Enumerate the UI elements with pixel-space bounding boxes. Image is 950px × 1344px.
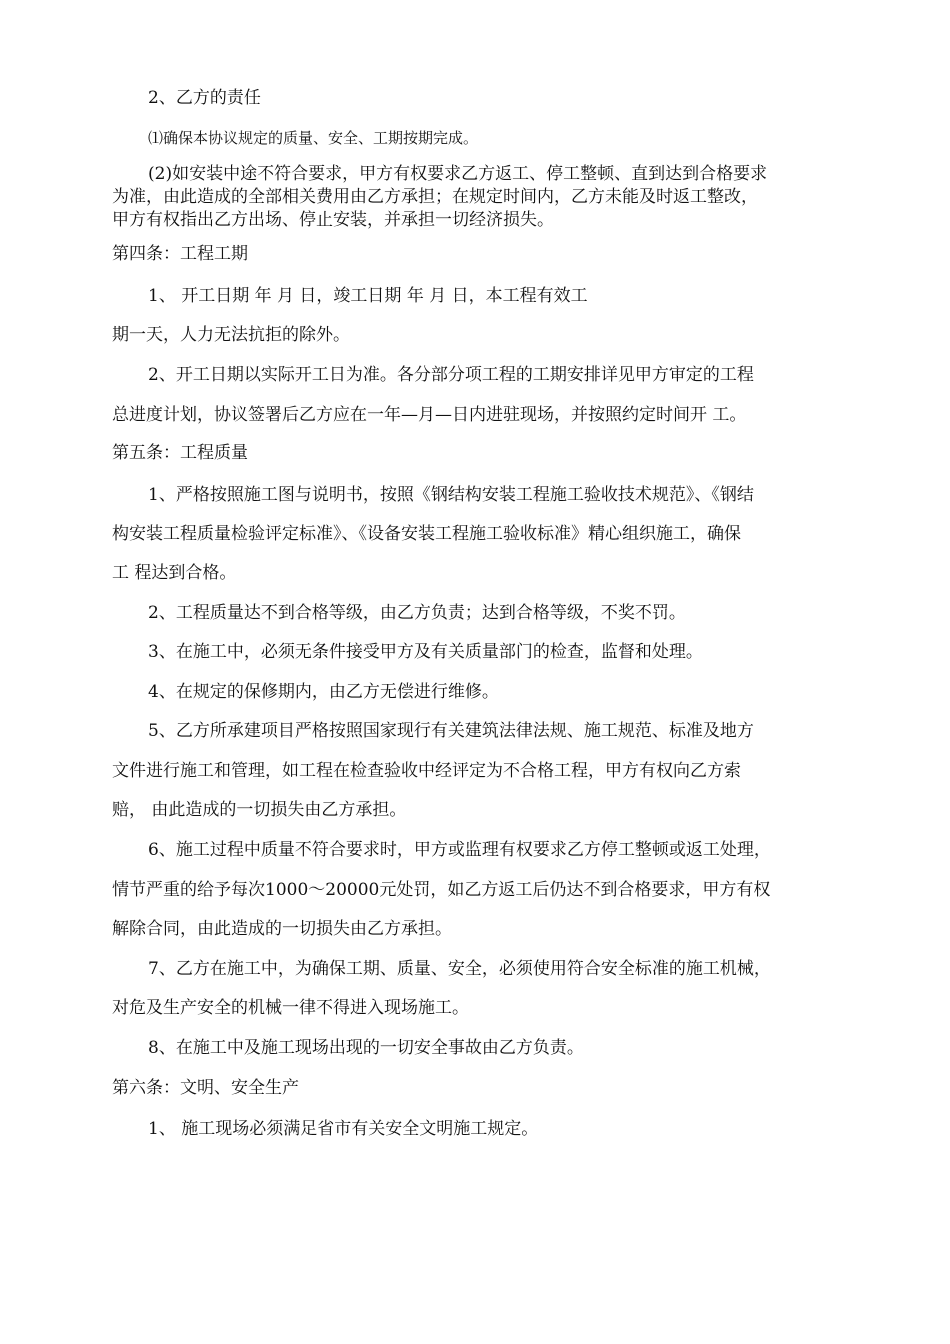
article-heading: 第六条：文明、安全生产: [112, 1078, 299, 1098]
paragraph-line: 8、在施工中及施工现场出现的一切安全事故由乙方负责。: [148, 1038, 584, 1058]
paragraph-line: 2、工程质量达不到合格等级，由乙方负责；达到合格等级，不奖不罚。: [148, 603, 686, 623]
paragraph-line: 工 程达到合格。: [112, 563, 237, 583]
paragraph-line: 1、 开工日期 年 月 日，竣工日期 年 月 日，本工程有效工: [148, 286, 588, 306]
article-heading: 第四条：工程工期: [112, 244, 248, 264]
paragraph-line: 总进度计划，协议签署后乙方应在一年—月—日内进驻现场，并按照约定时间开 工。: [112, 405, 747, 425]
paragraph-line: 2、开工日期以实际开工日为准。各分部分项工程的工期安排详见甲方审定的工程: [148, 365, 754, 385]
article-heading: 第五条：工程质量: [112, 443, 248, 463]
paragraph-line: 为准，由此造成的全部相关费用由乙方承担；在规定时间内，乙方未能及时返工整改，: [112, 187, 758, 207]
paragraph-line: (2)如安装中途不符合要求，甲方有权要求乙方返工、停工整顿、直到达到合格要求: [148, 164, 768, 184]
paragraph-line: 1、严格按照施工图与说明书，按照《钢结构安装工程施工验收技术规范》、《钢结: [148, 485, 754, 505]
paragraph-line: 构安装工程质量检验评定标准》、《设备安装工程施工验收标准》精心组织施工，确保: [112, 524, 741, 544]
paragraph-line: 3、在施工中，必须无条件接受甲方及有关质量部门的检查，监督和处理。: [148, 642, 703, 662]
paragraph-line: 对危及生产安全的机械一律不得进入现场施工。: [112, 998, 469, 1018]
paragraph-line: 5、乙方所承建项目严格按照国家现行有关建筑法律法规、施工规范、标准及地方: [148, 721, 754, 741]
section-heading: 2、乙方的责任: [148, 88, 261, 108]
paragraph-line: 1、 施工现场必须满足省市有关安全文明施工规定。: [148, 1119, 539, 1139]
paragraph-line: 7、乙方在施工中，为确保工期、质量、安全，必须使用符合安全标准的施工机械，: [148, 959, 771, 979]
paragraph-line: 解除合同，由此造成的一切损失由乙方承担。: [112, 919, 452, 939]
paragraph-line: 6、施工过程中质量不符合要求时，甲方或监理有权要求乙方停工整顿或返工处理，: [148, 840, 771, 860]
paragraph-line: 文件进行施工和管理，如工程在检查验收中经评定为不合格工程，甲方有权向乙方索: [112, 761, 741, 781]
paragraph-line: 情节严重的给予每次1000〜20000元处罚，如乙方返工后仍达不到合格要求，甲方有权: [112, 880, 771, 900]
paragraph-line: 4、在规定的保修期内，由乙方无偿进行维修。: [148, 682, 499, 702]
paragraph-line: ⑴确保本协议规定的质量、安全、工期按期完成。: [148, 129, 479, 147]
paragraph-line: 期一天，人力无法抗拒的除外。: [112, 325, 350, 345]
paragraph-line: 赔， 由此造成的一切损失由乙方承担。: [112, 800, 407, 820]
paragraph-line: 甲方有权指出乙方出场、停止安装，并承担一切经济损失。: [112, 210, 554, 230]
